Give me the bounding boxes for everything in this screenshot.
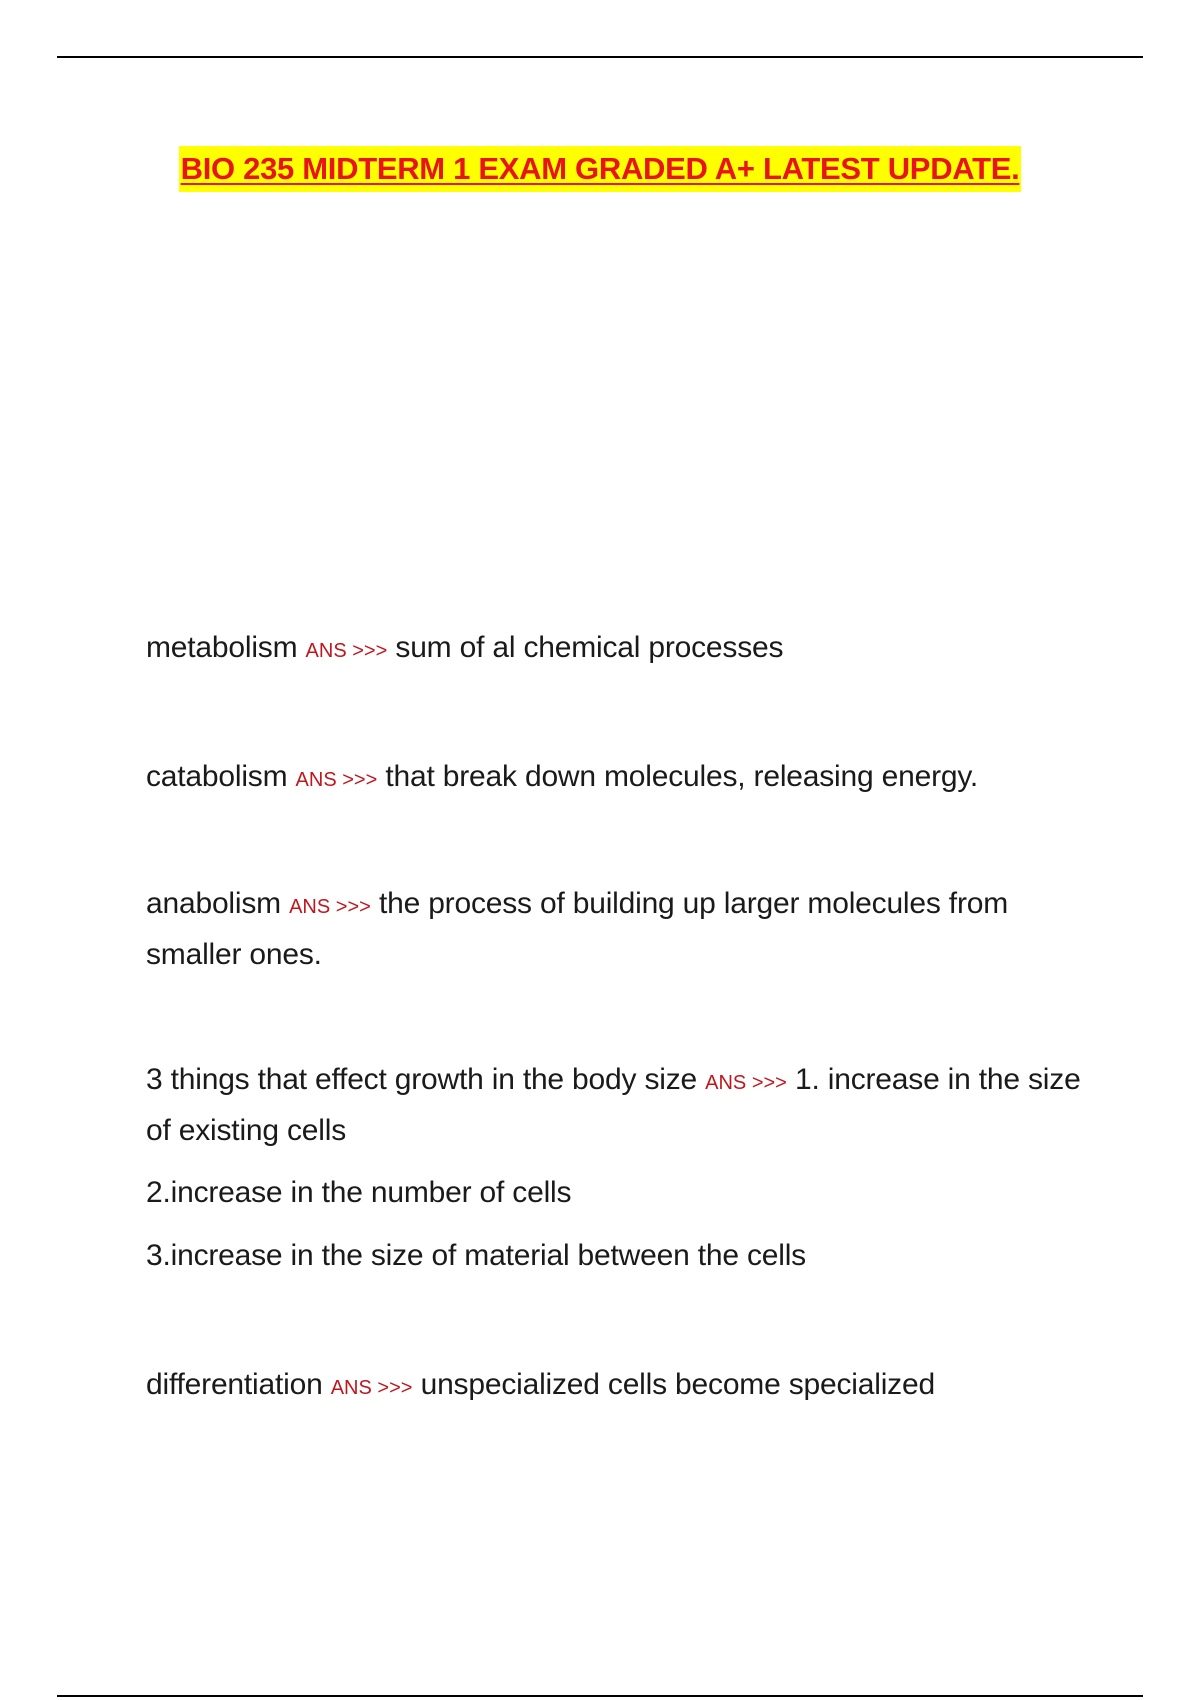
qa-entry-anabolism xyxy=(146,880,1086,979)
answer: that break down molecules, releasing energy. xyxy=(385,760,979,793)
growth-line-2: 2.increase in the number of cells xyxy=(146,1176,572,1209)
term: anabolism xyxy=(146,887,281,920)
term: metabolism xyxy=(146,631,298,664)
document-title: BIO 235 MIDTERM 1 EXAM GRADED A+ LATEST UPDATE. xyxy=(179,146,1022,192)
growth-line-3: 3.increase in the size of material between the cells xyxy=(146,1239,806,1272)
bottom-rule xyxy=(57,1695,1143,1697)
ans-marker: ANS >>> xyxy=(705,1072,787,1094)
qa-entry-metabolism xyxy=(146,624,1086,675)
ans-marker: ANS >>> xyxy=(289,896,371,918)
qa-entry-growth xyxy=(146,1056,1086,1155)
title-container xyxy=(0,146,1200,192)
ans-marker: ANS >>> xyxy=(305,640,388,662)
term: differentiation xyxy=(146,1368,323,1401)
answer: unspecialized cells become specialized xyxy=(420,1368,935,1401)
answer: the process of building up larger molecules from smaller ones. xyxy=(146,887,1009,971)
term: catabolism xyxy=(146,760,288,793)
ans-marker: ANS >>> xyxy=(295,769,378,791)
qa-entry-catabolism xyxy=(146,753,1086,804)
term: 3 things that effect growth in the body size xyxy=(146,1063,697,1096)
ans-marker: ANS >>> xyxy=(330,1377,413,1399)
answer: sum of al chemical processes xyxy=(395,631,784,664)
top-rule xyxy=(57,56,1143,58)
answer: 1. increase in the size of existing cells xyxy=(146,1063,1081,1147)
qa-entry-differentiation xyxy=(146,1361,1086,1412)
